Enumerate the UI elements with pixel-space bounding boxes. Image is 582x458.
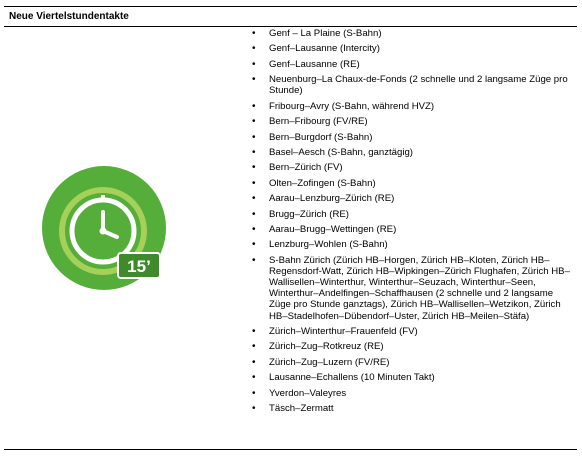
- list-item: • Genf–Lausanne (RE): [252, 59, 574, 70]
- list-item: • Bern–Zürich (FV): [252, 162, 574, 173]
- clock-center: [100, 228, 107, 235]
- list-item: • Fribourg–Avry (S-Bahn, während HVZ): [252, 101, 574, 112]
- list-item: • Olten–Zofingen (S-Bahn): [252, 178, 574, 189]
- list-item: • Täsch–Zermatt: [252, 403, 574, 414]
- clock-top-tick: [101, 195, 105, 200]
- table-header: [4, 7, 577, 27]
- list-item: • Zürich–Winterthur–Frauenfeld (FV): [252, 326, 574, 337]
- list-item: • Genf–Lausanne (Intercity): [252, 43, 574, 54]
- list-item: • Lenzburg–Wohlen (S-Bahn): [252, 239, 574, 250]
- routes-table: [4, 6, 577, 450]
- list-item: • Bern–Burgdorf (S-Bahn): [252, 132, 574, 143]
- clock-15-illustration: [41, 165, 167, 291]
- routes-column: [252, 28, 574, 414]
- list-item: • Aarau–Lenzburg–Zürich (RE): [252, 193, 574, 204]
- list-item: • Brugg–Zürich (RE): [252, 209, 574, 220]
- list-item: • Bern–Fribourg (FV/RE): [252, 116, 574, 127]
- list-item: • Aarau–Brugg–Wettingen (RE): [252, 224, 574, 235]
- table-title: Neue Viertelstundentakte: [9, 11, 129, 22]
- list-item: • Zürich–Zug–Luzern (FV/RE): [252, 357, 574, 368]
- list-item: • Yverdon–Valeyres: [252, 388, 574, 399]
- list-item: • Basel–Aesch (S-Bahn, ganztägig): [252, 147, 574, 158]
- list-item: • Neuenburg–La Chaux-de-Fonds (2 schnelle und 2 langsame Züge pro Stunde): [252, 74, 574, 96]
- list-item: • Genf – La Plaine (S-Bahn): [252, 28, 574, 39]
- clock-15-icon: [41, 165, 167, 291]
- list-item: • Lausanne–Echallens (10 Minuten Takt): [252, 372, 574, 383]
- routes-list: [252, 28, 574, 414]
- list-item: • S-Bahn Zürich (Zürich HB–Horgen, Zürich HB–Kloten, Zürich HB–Regensdorf-Watt, Zürich HB–Wipkingen–Zürich Flughafen, Zürich HB–Wallisellen–Winterthur, Winterthur–Seuzach, Winterthur–Seen, Winterthur–Andelfingen–Schaffhausen (2 schnelle und 2 langsame Züge pro Stunde ganztags), Zürich HB–Wallisellen–Wetzikon, Zürich HB–Stadelhofen–Dübendorf–Uster, Zürich HB–Meilen–Stäfa): [252, 255, 574, 322]
- table-body-row: [4, 27, 577, 449]
- badge-label: 15’: [127, 257, 151, 276]
- list-item: • Zürich–Zug–Rotkreuz (RE): [252, 341, 574, 352]
